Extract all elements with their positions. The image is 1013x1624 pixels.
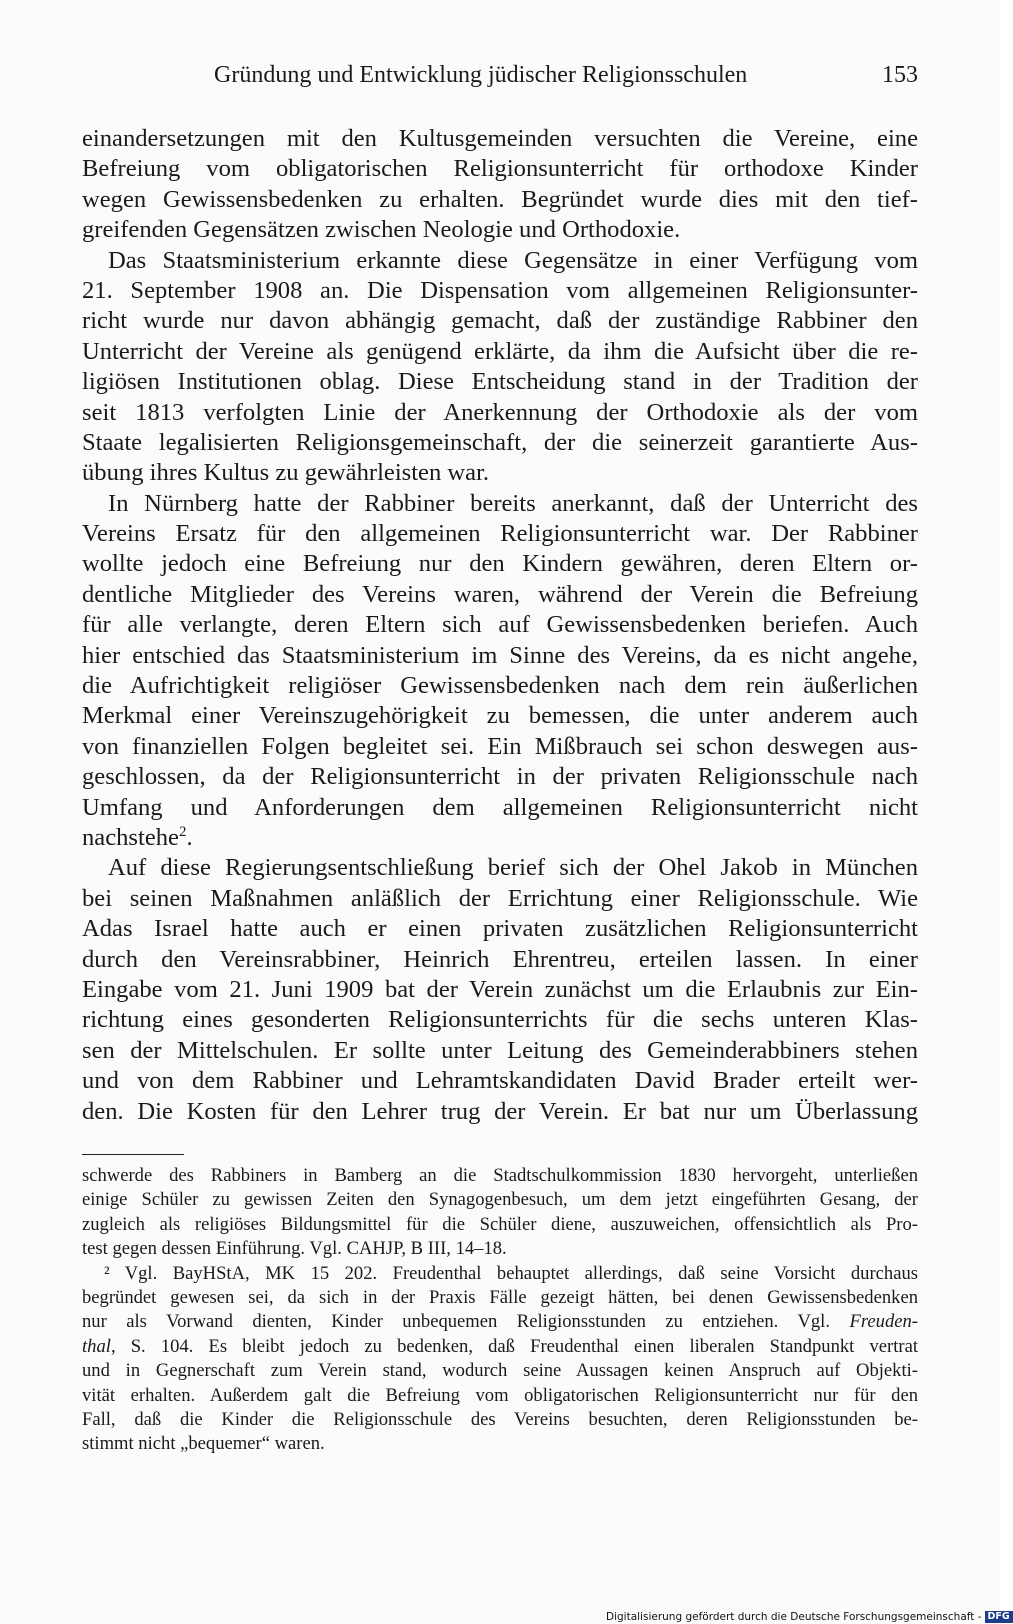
footnote-line: vität erhalten. Außerdem galt die Befreiung vom obligatorischen Religionsunterricht nur für den [82,1384,918,1406]
text-line: für alle verlangte, deren Eltern sich auf Gewissensbedenken beriefen. Auch [82,611,918,639]
footnote-divider [82,1154,184,1155]
footnote-line: Fall, daß die Kinder die Religionsschule des Vereins besuchten, deren Religionsstunden be- [82,1408,918,1430]
text-line [82,823,918,853]
text-line: wegen Gewissensbedenken zu erhalten. Begründet wurde dies mit den tief- [82,185,918,213]
footnote-line: einige Schüler zu gewissen Zeiten den Synagogenbesuch, um dem jetzt eingeführten Gesang, der [82,1189,918,1211]
text-line: durch den Vereinsrabbiner, Heinrich Ehrentreu, erteilen lassen. In einer [82,945,918,973]
running-title: Gründung und Entwicklung jüdischer Religionsschulen [214,62,748,88]
text-line: einandersetzungen mit den Kultusgemeinden versuchten die Vereine, eine [82,125,918,152]
main-text [82,124,918,1127]
text-line: geschlossen, da der Religionsunterricht in der privaten Religionsschule nach [82,763,918,791]
footnote-line: zugleich als religiöses Bildungsmittel für die Schüler diene, auszuweichen, offensichtlich als Pro- [82,1213,918,1235]
text-line: seit 1813 verfolgten Linie der Anerkennung der Orthodoxie als der vom [82,398,918,426]
digitization-credit [606,1610,1010,1624]
text-line: hier entschied das Staatsministerium im Sinne des Vereins, da es nicht angehe, [82,641,918,669]
text-line: bei seinen Maßnahmen anläßlich der Errichtung einer Religionsschule. Wie [82,884,918,912]
text-line: Das Staatsministerium erkannte diese Gegensätze in einer Verfügung vom [108,246,918,274]
text-line: Eingabe vom 21. Juni 1909 bat der Verein zunächst um die Erlaubnis zur Ein- [82,975,918,1003]
footnote-line: test gegen dessen Einführung. Vgl. CAHJP, B III, 14–18. [82,1238,507,1260]
text-line: den. Die Kosten für den Lehrer trug der Verein. Er bat nur um Überlassung [82,1097,918,1125]
footnote-reference-trailing: . [186,823,193,851]
footnote-reference[interactable]: 2 [178,823,187,840]
text-line: Vereins Ersatz für den allgemeinen Religionsunterricht war. Der Rabbiner [82,520,918,548]
footnote-citation-italic: thal [82,1335,111,1357]
text-line: wollte jedoch eine Befreiung nur den Kindern gewähren, deren Eltern or- [82,550,918,578]
footnote-line: begründet gewesen sei, da sich in der Praxis Fälle gezeigt hätten, bei denen Gewissensbedenken [82,1286,918,1308]
text-line: von finanziellen Folgen begleitet sei. Ein Mißbrauch sei schon deswegen aus- [82,732,918,760]
credit-text: Digitalisierung gefördert durch die Deutsche Forschungsgemeinschaft - [606,1611,982,1623]
text-line: übung ihres Kultus zu gewährleisten war. [82,459,490,487]
text-line: sen der Mittelschulen. Er sollte unter Leitung des Gemeinderabbiners stehen [82,1036,918,1064]
footnote-line [82,1310,918,1334]
footnote-line: stimmt nicht „bequemer“ waren. [82,1433,325,1455]
footnote-line-content: , S. 104. Es bleibt jedoch zu bedenken, daß Freudenthal einen liberalen Standpunkt vertrat [110,1335,918,1357]
text-line: und von dem Rabbiner und Lehramtskandidaten David Brader erteilt wer- [82,1067,918,1095]
footnote-line: schwerde des Rabbiners in Bamberg an die Stadtschulkommission 1830 hervorgeht, unterließen [82,1165,918,1186]
footnote-line-content: nur als Vorwand dienten, Kinder unbequemen Religionsstunden zu entziehen. Vgl. [82,1311,830,1333]
footnote-line [82,1335,918,1359]
text-line: richt wurde nur davon abhängig gemacht, daß der zuständige Rabbiner den [82,307,918,335]
text-line: Umfang und Anforderungen dem allgemeinen Religionsunterricht nicht [82,793,918,821]
text-line: ligiösen Institutionen oblag. Diese Entscheidung stand in der Tradition der [82,368,918,396]
text-line: dentliche Mitglieder des Vereins waren, während der Verein die Befreiung [82,580,918,608]
text-line-content: nachstehe [82,823,179,851]
footnote-citation-italic: Freuden- [849,1311,918,1333]
dfg-logo: DFG [985,1611,1013,1623]
running-head [82,62,918,94]
text-line: In Nürnberg hatte der Rabbiner bereits anerkannt, daß der Unterricht des [108,489,918,517]
text-line: Befreiung vom obligatorischen Religionsunterricht für orthodoxe Kinder [82,155,918,183]
page-number: 153 [882,62,918,88]
footnote-line: ² Vgl. BayHStA, MK 15 202. Freudenthal behauptet allerdings, daß seine Vorsicht durchaus [104,1262,918,1284]
text-line: Adas Israel hatte auch er einen privaten zusätzlichen Religionsunterricht [82,915,918,943]
text-line: Staate legalisierten Religionsgemeinschaft, der die seinerzeit garantierte Aus- [82,428,918,456]
text-line: richtung eines gesonderten Religionsunterrichts für die sechs unteren Klas- [82,1006,918,1034]
footnote-line: und in Gegnerschaft zum Verein stand, wodurch seine Aussagen keinen Anspruch auf Objekti- [82,1360,918,1382]
text-line: die Aufrichtigkeit religiöser Gewissensbedenken nach dem rein äußerlichen [82,672,918,700]
text-line: Auf diese Regierungsentschließung berief sich der Ohel Jakob in München [108,854,918,882]
text-line: 21. September 1908 an. Die Dispensation vom allgemeinen Religionsunter- [82,276,918,304]
text-line: Merkmal einer Vereinszugehörigkeit zu bemessen, die unter anderem auch [82,702,918,730]
text-line: Unterricht der Vereine als genügend erklärte, da ihm die Aufsicht über die re- [82,337,918,365]
footnotes [82,1164,918,1457]
text-line: greifenden Gegensätzen zwischen Neologie und Orthodoxie. [82,216,681,244]
